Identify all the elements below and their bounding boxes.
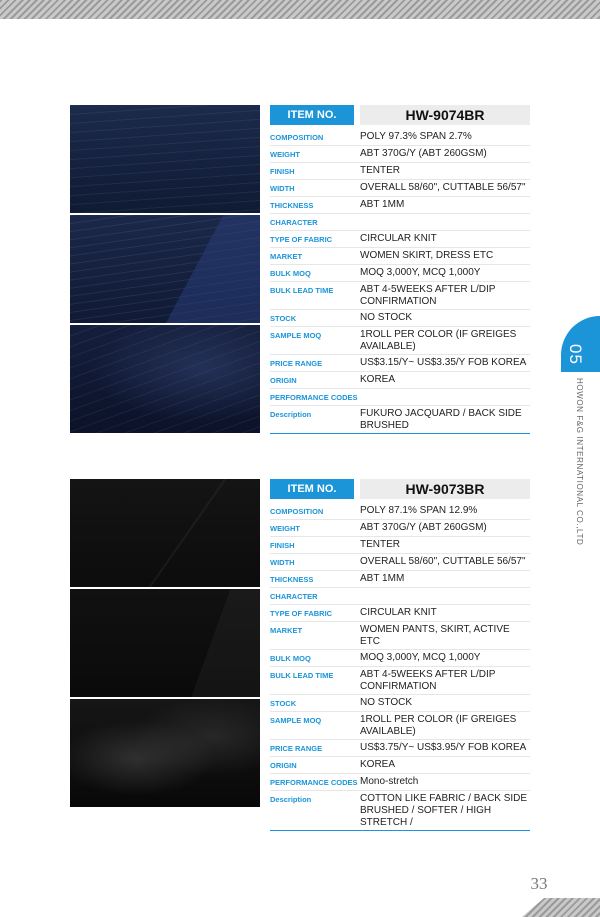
spec-label: BULK MOQ (270, 654, 311, 663)
spec-label: WIDTH (270, 184, 295, 193)
spec-label: CHARACTER (270, 592, 318, 601)
spec-value: MOQ 3,000Y, MCQ 1,000Y (360, 267, 481, 278)
spec-label: SAMPLE MOQ (270, 716, 322, 725)
spec-row-origin (270, 757, 530, 774)
spec-row-bulk-lead-time (270, 667, 530, 695)
spec-label: TYPE OF FABRIC (270, 235, 333, 244)
spec-label: WIDTH (270, 558, 295, 567)
spec-row-market (270, 248, 530, 265)
spec-row-thickness (270, 571, 530, 588)
product-1-spec-table (270, 105, 530, 434)
spec-value (360, 590, 530, 603)
spec-value: 1ROLL PER COLOR (IF GREIGES AVAILABLE) (360, 329, 517, 352)
spec-row-composition (270, 503, 530, 520)
top-stripe-decoration (0, 0, 600, 19)
spec-row-bulk-moq (270, 265, 530, 282)
spec-row-description (270, 406, 530, 434)
spec-row-finish (270, 163, 530, 180)
spec-value: Mono-stretch (360, 776, 419, 787)
spec-label: ORIGIN (270, 376, 297, 385)
spec-row-width (270, 554, 530, 571)
spec-value: TENTER (360, 165, 400, 176)
spec-value: NO STOCK (360, 312, 413, 323)
spec-row-description (270, 791, 530, 831)
spec-value: POLY 97.3% SPAN 2.7% (360, 131, 472, 142)
spec-value: ABT 370G/Y (ABT 260GSM) (360, 148, 487, 159)
spec-label: TYPE OF FABRIC (270, 609, 333, 618)
product-1-photos (70, 105, 260, 435)
spec-label: PERFORMANCE CODES (270, 393, 358, 402)
spec-row-performance-codes (270, 774, 530, 791)
spec-label: COMPOSITION (270, 507, 324, 516)
spec-header (270, 105, 530, 125)
spec-value: ABT 4-5WEEKS AFTER L/DIP CONFIRMATION (360, 669, 496, 692)
spec-row-weight (270, 146, 530, 163)
spec-row-width (270, 180, 530, 197)
spec-label: THICKNESS (270, 201, 314, 210)
spec-value: ABT 1MM (360, 573, 405, 584)
spec-label: PRICE RANGE (270, 359, 323, 368)
spec-row-origin (270, 372, 530, 389)
spec-row-finish (270, 537, 530, 554)
spec-label: BULK LEAD TIME (270, 286, 334, 295)
spec-rows (270, 503, 530, 831)
spec-label: SAMPLE MOQ (270, 331, 322, 340)
fabric-photo-navy-texture (70, 105, 260, 213)
spec-label: FINISH (270, 167, 295, 176)
spec-row-sample-moq (270, 327, 530, 355)
spec-row-price-range (270, 355, 530, 372)
spec-label: PRICE RANGE (270, 744, 323, 753)
item-code: HW-9073BR (360, 479, 530, 499)
spec-row-composition (270, 129, 530, 146)
spec-value (360, 216, 530, 229)
spec-value: WOMEN PANTS, SKIRT, ACTIVE ETC (360, 624, 510, 647)
spec-row-performance-codes (270, 389, 530, 406)
fabric-photo-black-flat (70, 589, 260, 697)
spec-label: COMPOSITION (270, 133, 324, 142)
spec-value: OVERALL 58/60", CUTTABLE 56/57" (360, 556, 526, 567)
spec-label: STOCK (270, 314, 297, 323)
spec-label: Description (270, 795, 312, 804)
spec-row-market (270, 622, 530, 650)
spec-row-character (270, 588, 530, 605)
spec-row-sample-moq (270, 712, 530, 740)
spec-row-stock (270, 695, 530, 712)
spec-value: FUKURO JACQUARD / BACK SIDE BRUSHED (360, 408, 522, 431)
spec-row-bulk-lead-time (270, 282, 530, 310)
product-2-spec-table (270, 479, 530, 831)
spec-value: ABT 370G/Y (ABT 260GSM) (360, 522, 487, 533)
fabric-photo-navy-fold (70, 215, 260, 323)
spec-row-price-range (270, 740, 530, 757)
section-number: 05 (566, 344, 585, 365)
spec-label: FINISH (270, 541, 295, 550)
spec-value: COTTON LIKE FABRIC / BACK SIDE BRUSHED / SOFTER / HIGH STRETCH / (360, 793, 528, 828)
spec-label: ORIGIN (270, 761, 297, 770)
spec-value: ABT 4-5WEEKS AFTER L/DIP CONFIRMATION (360, 284, 496, 307)
bottom-stripe-decoration (522, 898, 600, 917)
spec-value: US$3.75/Y~ US$3.95/Y FOB KOREA (360, 742, 527, 753)
spec-value: KOREA (360, 759, 396, 770)
spec-value: KOREA (360, 374, 396, 385)
spec-row-stock (270, 310, 530, 327)
spec-label: STOCK (270, 699, 297, 708)
spec-row-bulk-moq (270, 650, 530, 667)
spec-value: CIRCULAR KNIT (360, 607, 437, 618)
company-name: HOWON F&G INTERNATIONAL CO.,LTD (575, 378, 584, 546)
spec-value: OVERALL 58/60", CUTTABLE 56/57" (360, 182, 526, 193)
spec-label: WEIGHT (270, 524, 300, 533)
spec-value: US$3.15/Y~ US$3.35/Y FOB KOREA (360, 357, 527, 368)
spec-label: THICKNESS (270, 575, 314, 584)
spec-value: CIRCULAR KNIT (360, 233, 437, 244)
spec-value: NO STOCK (360, 697, 413, 708)
spec-rows (270, 129, 530, 434)
spec-label: MARKET (270, 252, 303, 261)
spec-label: BULK LEAD TIME (270, 671, 334, 680)
spec-row-character (270, 214, 530, 231)
item-no-label: ITEM NO. (270, 479, 354, 499)
page-number: 33 (530, 874, 548, 893)
spec-value: 1ROLL PER COLOR (IF GREIGES AVAILABLE) (360, 714, 517, 737)
spec-value: MOQ 3,000Y, MCQ 1,000Y (360, 652, 481, 663)
item-no-label: ITEM NO. (270, 105, 354, 125)
spec-label: CHARACTER (270, 218, 318, 227)
spec-value (360, 391, 530, 404)
spec-value: ABT 1MM (360, 199, 405, 210)
spec-label: MARKET (270, 626, 303, 635)
fabric-photo-black-drape (70, 699, 260, 807)
spec-label: BULK MOQ (270, 269, 311, 278)
spec-label: WEIGHT (270, 150, 300, 159)
spec-label: PERFORMANCE CODES (270, 778, 358, 787)
spec-row-thickness (270, 197, 530, 214)
spec-row-type-of-fabric (270, 231, 530, 248)
spec-label: Description (270, 410, 312, 419)
spec-row-weight (270, 520, 530, 537)
fabric-photo-navy-drape (70, 325, 260, 433)
spec-value: TENTER (360, 539, 400, 550)
spec-header (270, 479, 530, 499)
spec-value: POLY 87.1% SPAN 12.9% (360, 505, 478, 516)
product-2-photos (70, 479, 260, 809)
item-code: HW-9074BR (360, 105, 530, 125)
fabric-photo-black-seam (70, 479, 260, 587)
spec-row-type-of-fabric (270, 605, 530, 622)
spec-value: WOMEN SKIRT, DRESS ETC (360, 250, 494, 261)
